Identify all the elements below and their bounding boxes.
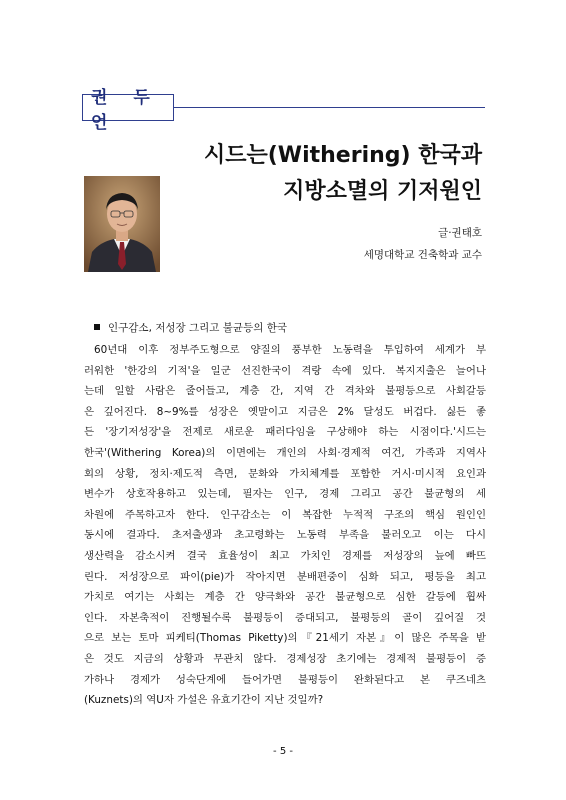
title-line-2: 지방소멸의 기저원인 xyxy=(283,179,482,204)
body-line: 동시에 결과다. 초저출생과 초고령화는 노동력 부족을 불러오고 이는 다시 xyxy=(84,529,486,542)
page-number: - 5 - xyxy=(273,746,293,757)
square-bullet-icon xyxy=(94,324,100,330)
body-line: 생산력을 감소시켜 결국 효율성이 최고 가치인 경제를 저성장의 늪에 빠뜨 xyxy=(84,549,486,562)
body-line: 은 것도 지금의 상황과 무관치 않다. 경제성장 초기에는 경제적 불평등이 증 xyxy=(84,652,486,665)
body-line: 는데 일할 사람은 줄어들고, 계층 간, 지역 간 격차와 불평등으로 사회갈등 xyxy=(84,385,486,398)
title-line-1: 시드는(Withering) 한국과 xyxy=(204,143,482,168)
section-tag: 권 두 언 xyxy=(82,94,174,121)
body-line: 한국'(Withering Korea)의 이면에는 개인의 사회·경제적 여건, 가족과 지역사 xyxy=(84,446,486,459)
body-line: (Kuznets)의 역U자 가설은 유효기간이 지난 것일까? xyxy=(84,694,324,707)
body-text xyxy=(84,340,486,711)
body-line: 린다. 저성장으로 파이(pie)가 작아지면 분배편중이 심화 되고, 평등을 최고 xyxy=(84,570,486,583)
body-line: 가하나 경제가 성숙단계에 들어가면 불평등이 완화된다고 본 쿠즈네츠 xyxy=(84,673,486,686)
body-line: 변수가 상호작용하고 있는데, 필자는 인구, 경제 그리고 공간 불균형의 세 xyxy=(84,488,486,501)
body-line: 차원에 주목하고자 한다. 인구감소는 이 복잡한 누적적 구조의 핵심 원인인 xyxy=(84,508,486,521)
body-line: 으로 보는 토마 피케티(Thomas Piketty)의『21세기 자본』이 많은 주목을 받 xyxy=(84,632,486,645)
body-line: 인다. 자본축적이 진행될수록 불평등이 증대되고, 불평등의 골이 깊어질 것 xyxy=(84,611,486,624)
header-rule xyxy=(174,107,485,108)
section-heading-text: 인구감소, 저성장 그리고 불균등의 한국 xyxy=(108,322,287,334)
body-line: 은 깊어진다. 8~9%를 성장은 옛말이고 지금은 2% 달성도 버겁다. 싫든 좋 xyxy=(84,405,486,418)
body-line: 회의 상황, 정치·제도적 측면, 문화와 가치체계를 포함한 거시·미시적 요인과 xyxy=(84,467,486,480)
body-line: 60년대 이후 정부주도형으로 양질의 풍부한 노동력을 투입하여 세계가 부 xyxy=(94,344,486,356)
section-heading xyxy=(94,320,287,335)
body-line: 가치로 여기는 사회는 계층 간 양극화와 공간 불균형으로 심한 갈등에 휩싸 xyxy=(84,591,486,604)
body-line: 든 '장기저성장'을 전제로 새로운 패러다임을 구상해야 하는 시점이다.'시드는 xyxy=(84,426,486,439)
author-name: 글·권태호 xyxy=(438,227,482,239)
author-photo xyxy=(84,176,160,272)
body-line: 러워한 '한강의 기적'을 일군 선진한국이 격랑 속에 있다. 복지지출은 늘어나 xyxy=(84,364,486,377)
author-affiliation: 세명대학교 건축학과 교수 xyxy=(363,249,482,261)
